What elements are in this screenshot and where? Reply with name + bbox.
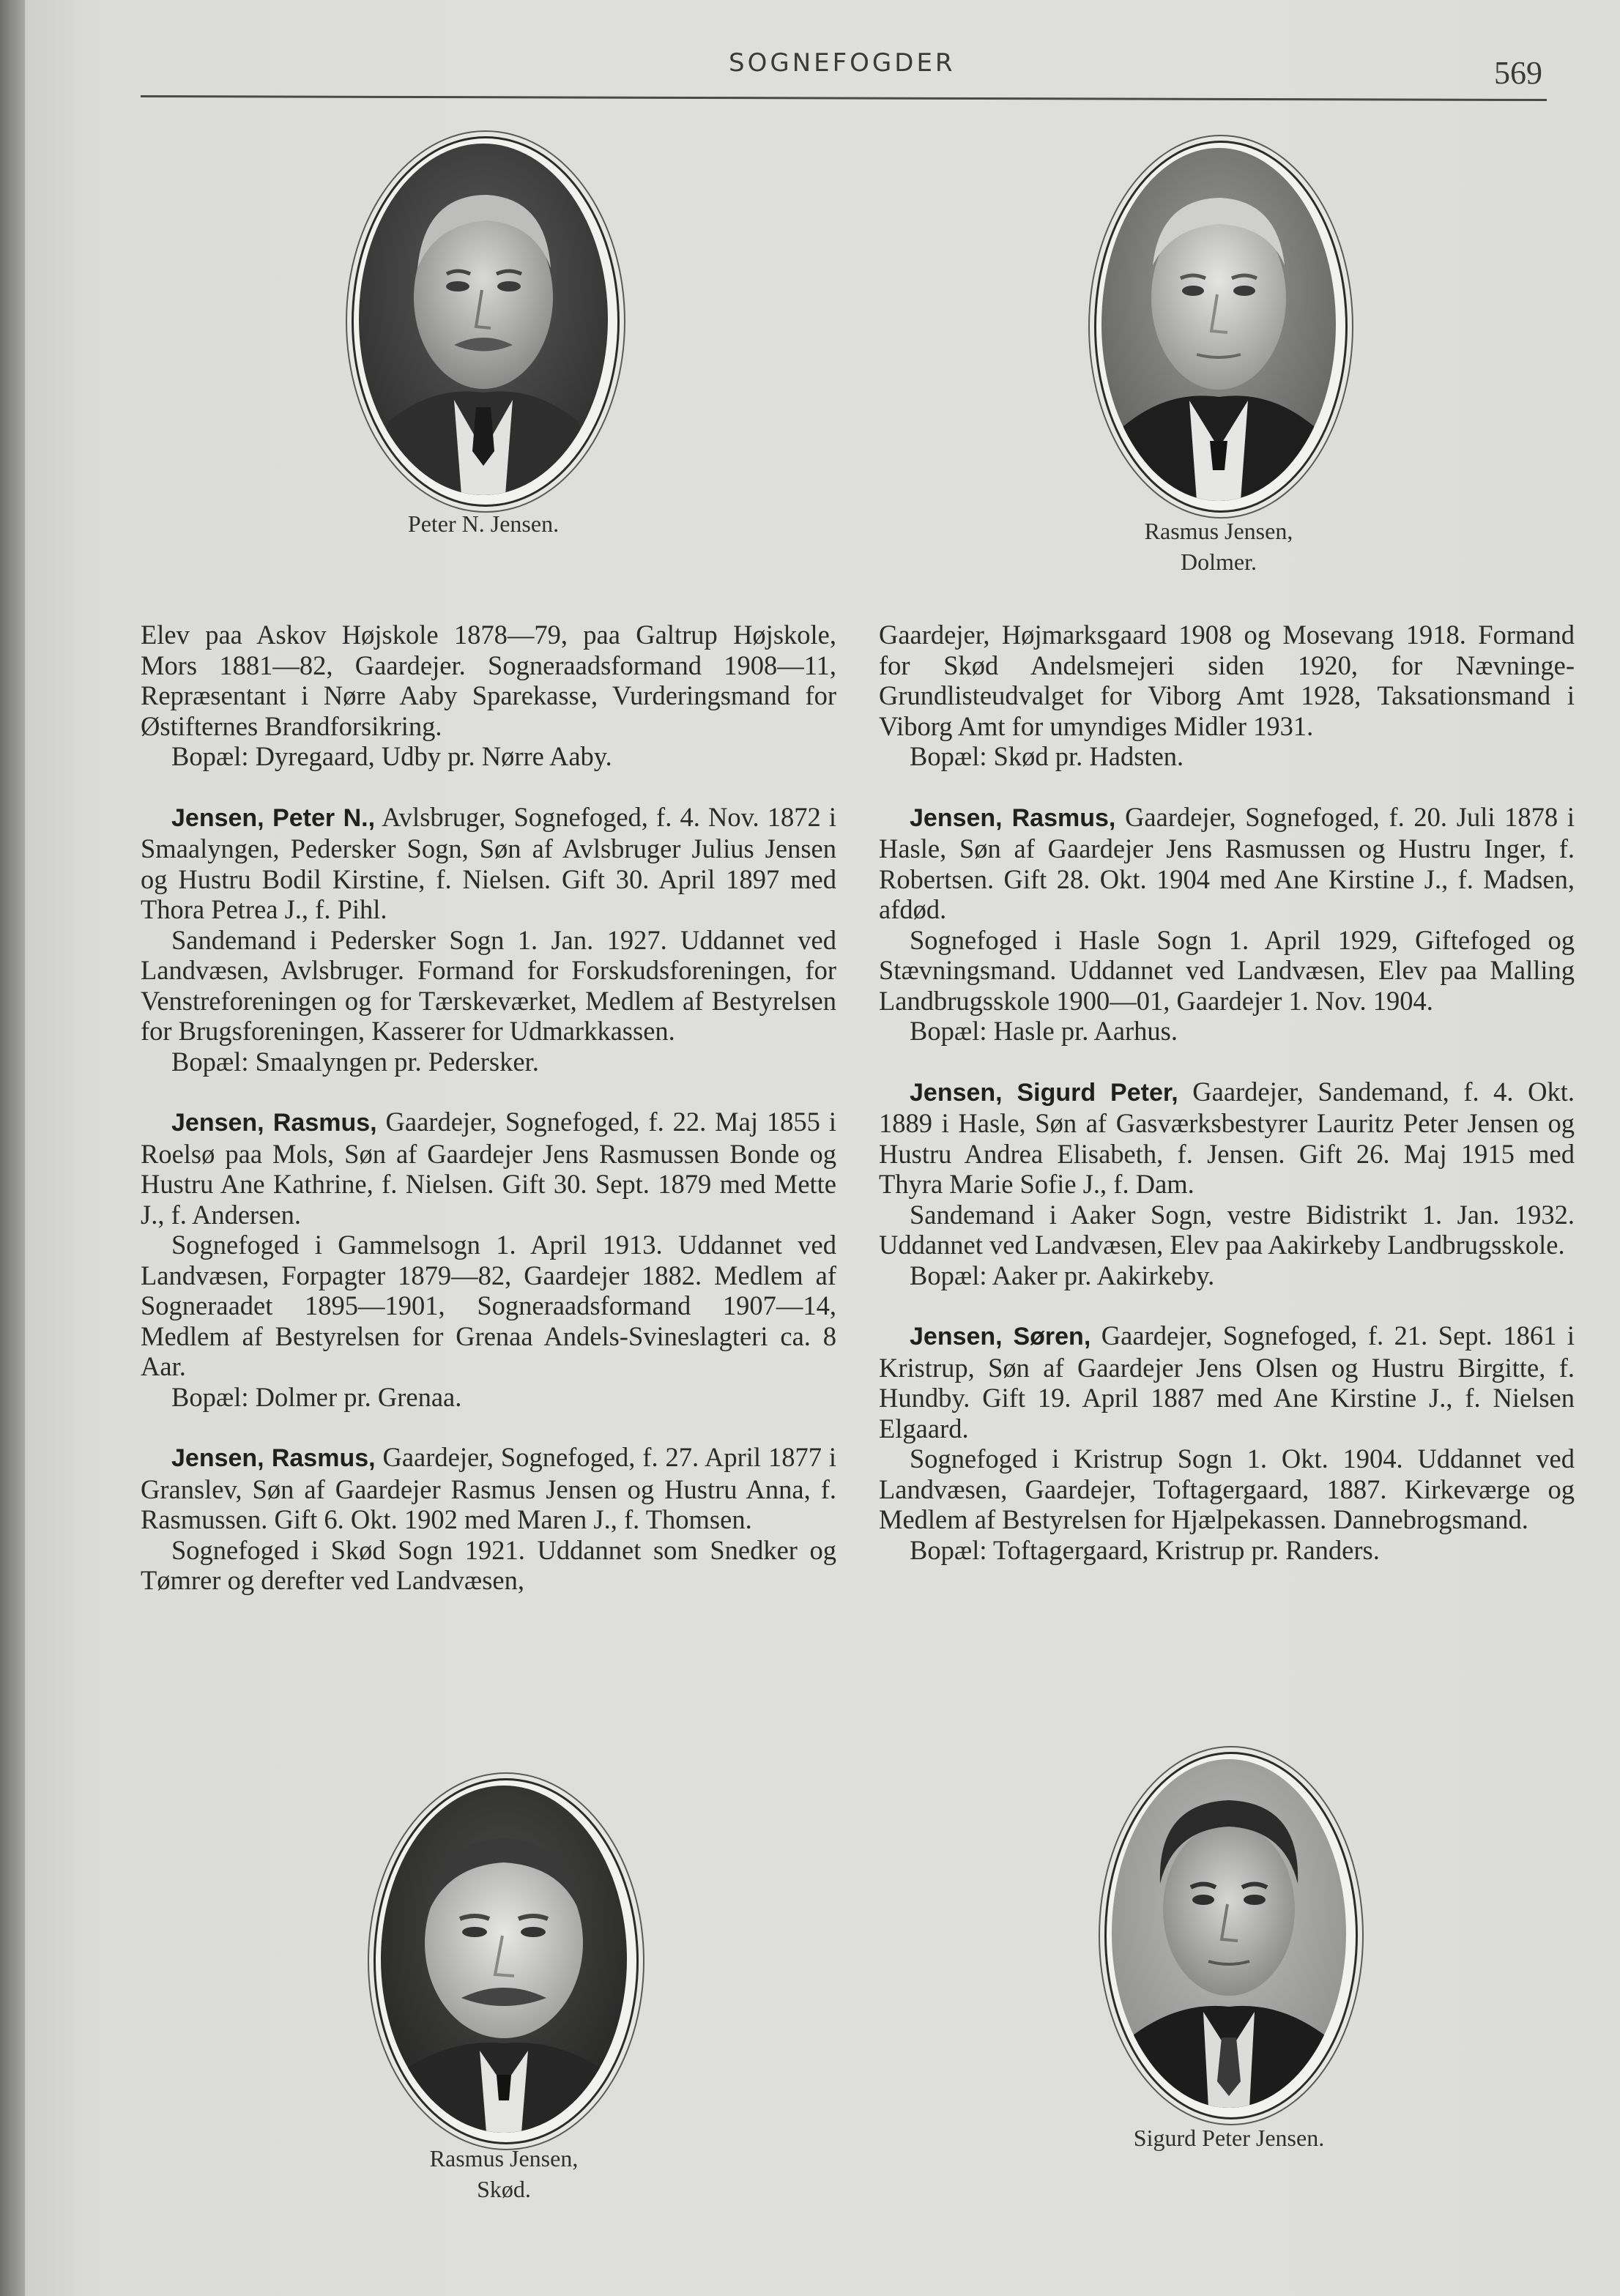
portrait-photo: [381, 1786, 627, 2133]
book-spine-shadow: [0, 0, 25, 2296]
entry-name: Jensen, Sigurd Peter,: [910, 1078, 1178, 1107]
paragraph: Elev paa Askov Højskole 1878—79, paa Galtrup Højskole, Mors 1881—82, Gaardejer. Sogneraadsformand 1908—11, Repræsentant i Nørre Aaby Sparekasse, Vurderingsmand for Østifternes Brandforsikring.: [141, 620, 836, 741]
header-rule: [141, 95, 1547, 101]
entry-name: Jensen, Søren,: [910, 1323, 1091, 1351]
caption-line: Peter N. Jensen.: [407, 510, 560, 537]
address-line: Bopæl: Dolmer pr. Grenaa.: [171, 1381, 462, 1412]
entry-peter-n-jensen: [141, 802, 836, 925]
entry-name: Jensen, Peter N.,: [171, 803, 376, 832]
entry-text: Gaardejer, Sognefoged, f. 27. April 1877 i Granslev, Søn af Gaardejer Rasmus Jensen og Hustru Anna, f. Rasmussen. Gift 6. Okt. 1902 med Maren J., f. Thomsen.: [141, 1442, 836, 1534]
page-number: 569: [1494, 55, 1542, 91]
address-line: Bopæl: Skød pr. Hadsten.: [910, 741, 1184, 771]
entry-rasmus-jensen-dolmer: [141, 1107, 836, 1230]
career-paragraph: Sognefoged i Gammelsogn 1. April 1913. Uddannet ved Landvæsen, Forpagter 1879—82, Gaardejer 1882. Medlem af Sogneraadet 1895—1901, Sogneraadsformand 1907—14, Medlem af Bestyrelsen for Grenaa Andels-Svineslagteri ca. 8 Aar.: [141, 1230, 836, 1381]
career-paragraph: Sognefoged i Skød Sogn 1921. Uddannet som Snedker og Tømrer og derefter ved Landvæsen,: [141, 1534, 836, 1595]
entry-text: Gaardejer, Sognefoged, f. 22. Maj 1855 i Roelsø paa Mols, Søn af Gaardejer Jens Rasmussen Bonde og Hustru Ane Kathrine, f. Nielsen. Gift 30. Sept. 1879 med Mette J., f. Andersen.: [141, 1107, 836, 1230]
portrait-caption: [1082, 2122, 1375, 2153]
portrait-caption: [337, 508, 630, 539]
portrait-caption: [357, 2143, 650, 2204]
career-paragraph: Sognefoged i Kristrup Sogn 1. Okt. 1904. Uddannet ved Landvæsen, Gaardejer, Toftagergaard, 1887. Kirkeværge og Medlem af Bestyrelsen for Hjælpekassen. Dannebrogsmand.: [879, 1444, 1575, 1534]
entry-rasmus-jensen-hasle: [879, 802, 1575, 925]
entry-name: Jensen, Rasmus,: [171, 1109, 377, 1137]
address-line: Bopæl: Aaker pr. Aakirkeby.: [910, 1260, 1215, 1290]
entry-text: Gaardejer, Sognefoged, f. 21. Sept. 1861 i Kristrup, Søn af Gaardejer Jens Olsen og Hustru Birgitte, f. Hundby. Gift 19. April 1887 med Ane Kirstine J., f. Nielsen Elgaard.: [879, 1320, 1575, 1444]
portrait-photo: [359, 144, 608, 495]
portrait-photo: [1101, 148, 1336, 501]
caption-line: Rasmus Jensen,: [1144, 518, 1293, 544]
entry-text: Gaardejer, Sognefoged, f. 20. Juli 1878 i Hasle, Søn af Gaardejer Jens Rasmussen og Hustru Inger, f. Robertsen. Gift 28. Okt. 1904 med Ane Kirstine J., f. Madsen, afdød.: [879, 801, 1575, 924]
right-column-text: [879, 620, 1575, 1565]
caption-line: Rasmus Jensen,: [429, 2145, 579, 2171]
paragraph: Gaardejer, Højmarksgaard 1908 og Mosevang 1918. Formand for Skød Andelsmejeri siden 1920, for Nævninge-Grundlisteudvalget for Viborg Amt 1928, Taksationsmand i Viborg Amt for umyndiges Midler 1931.: [879, 620, 1575, 741]
caption-line: Skød.: [477, 2176, 531, 2202]
entry-rasmus-jensen-skod: [141, 1442, 836, 1535]
caption-line: Sigurd Peter Jensen.: [1133, 2125, 1325, 2151]
entry-text: Avlsbruger, Sognefoged, f. 4. Nov. 1872 i Smaalyngen, Pedersker Sogn, Søn af Avlsbruger Julius Jensen og Hustru Bodil Kirstine, f. Nielsen. Gift 30. April 1897 med Thora Petrea J., f. Pihl.: [141, 801, 836, 924]
caption-line: Dolmer.: [1181, 549, 1257, 575]
career-paragraph: Sandemand i Pedersker Sogn 1. Jan. 1927. Uddannet ved Landvæsen, Avlsbruger. Formand for Forskudsforeningen, for Venstreforeningen og for Tærskeværket, Medlem af Bestyrelsen for Brugsforeningen, Kasserer for Udmarkkassen.: [141, 924, 836, 1046]
entry-text: Gaardejer, Sandemand, f. 4. Okt. 1889 i Hasle, Søn af Gasværksbestyrer Lauritz Peter Jensen og Hustru Andrea Elisabeth, f. Jensen. Gift 26. Maj 1915 med Thyra Marie Sofie J., f. Dam.: [879, 1076, 1575, 1199]
entry-soren-jensen: [879, 1320, 1575, 1444]
career-paragraph: Sandemand i Aaker Sogn, vestre Bidistrikt 1. Jan. 1932. Uddannet ved Landvæsen, Elev paa Aakirkeby Landbrugsskole.: [879, 1199, 1575, 1260]
entry-sigurd-peter-jensen: [879, 1077, 1575, 1200]
portrait-photo: [1112, 1759, 1346, 2108]
address-line: Bopæl: Smaalyngen pr. Pedersker.: [171, 1046, 539, 1077]
running-title: SOGNEFOGDER: [729, 48, 956, 78]
address-line: Bopæl: Toftagergaard, Kristrup pr. Randers.: [910, 1534, 1380, 1565]
address-line: Bopæl: Dyregaard, Udby pr. Nørre Aaby.: [171, 741, 612, 771]
career-paragraph: Sognefoged i Hasle Sogn 1. April 1929, Giftefoged og Stævningsmand. Uddannet ved Landvæsen, Elev paa Malling Landbrugsskole 1900—01, Gaardejer 1. Nov. 1904.: [879, 924, 1575, 1016]
address-line: Bopæl: Hasle pr. Aarhus.: [910, 1016, 1178, 1046]
entry-name: Jensen, Rasmus,: [910, 803, 1116, 832]
portrait-caption: [1072, 516, 1365, 577]
entry-name: Jensen, Rasmus,: [171, 1444, 376, 1472]
left-column-text: [141, 620, 836, 1596]
